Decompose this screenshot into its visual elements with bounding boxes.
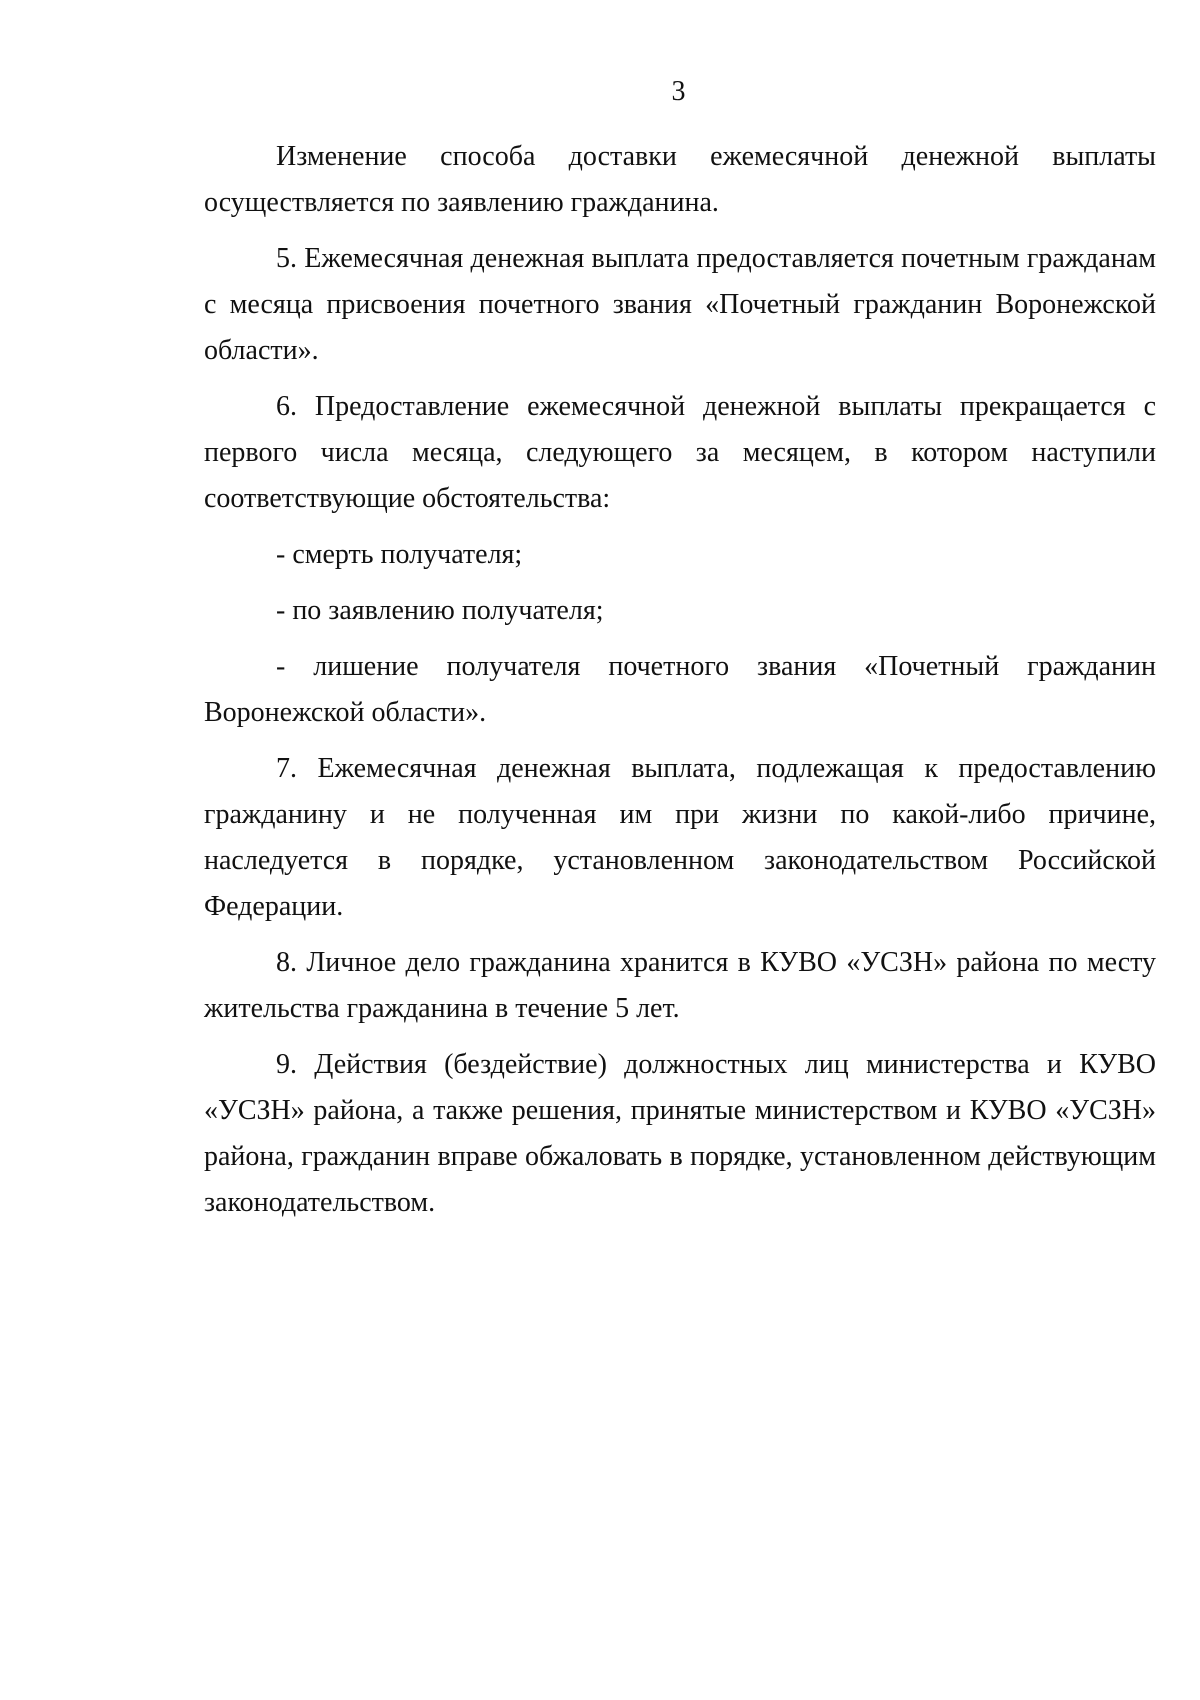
paragraph-7: 7. Ежемесячная денежная выплата, подлежащая к предоставлению гражданину и не полученная им при жизни по какой-либо причине, наследуется в порядке, установленном законодательством Российской Федерации. (204, 753, 1156, 922)
list-item-death: - смерть получателя; (276, 539, 523, 570)
list-item-application: - по заявлению получателя; (276, 595, 604, 626)
paragraph-5: 5. Ежемесячная денежная выплата предоставляется почетным гражданам с месяца присвоения почетного звания «Почетный гражданин Воронежской области». (204, 243, 1156, 366)
list-item-title-revocation: - лишение получателя почетного звания «Почетный гражданин Воронежской области». (204, 651, 1156, 728)
paragraph-delivery-change: Изменение способа доставки ежемесячной денежной выплаты осуществляется по заявлению гражданина. (204, 141, 1156, 218)
document-body (204, 134, 1156, 1236)
page-number: 3 (671, 76, 686, 107)
paragraph-6: 6. Предоставление ежемесячной денежной выплаты прекращается с первого числа месяца, следующего за месяцем, в котором наступили соответствующие обстоятельства: (204, 391, 1156, 514)
paragraph-8: 8. Личное дело гражданина хранится в КУВО «УСЗН» района по месту жительства гражданина в течение 5 лет. (204, 947, 1156, 1024)
paragraph-9: 9. Действия (бездействие) должностных лиц министерства и КУВО «УСЗН» района, а также решения, принятые министерством и КУВО «УСЗН» района, гражданин вправе обжаловать в порядке, установленном действующим законодательством. (204, 1049, 1156, 1218)
